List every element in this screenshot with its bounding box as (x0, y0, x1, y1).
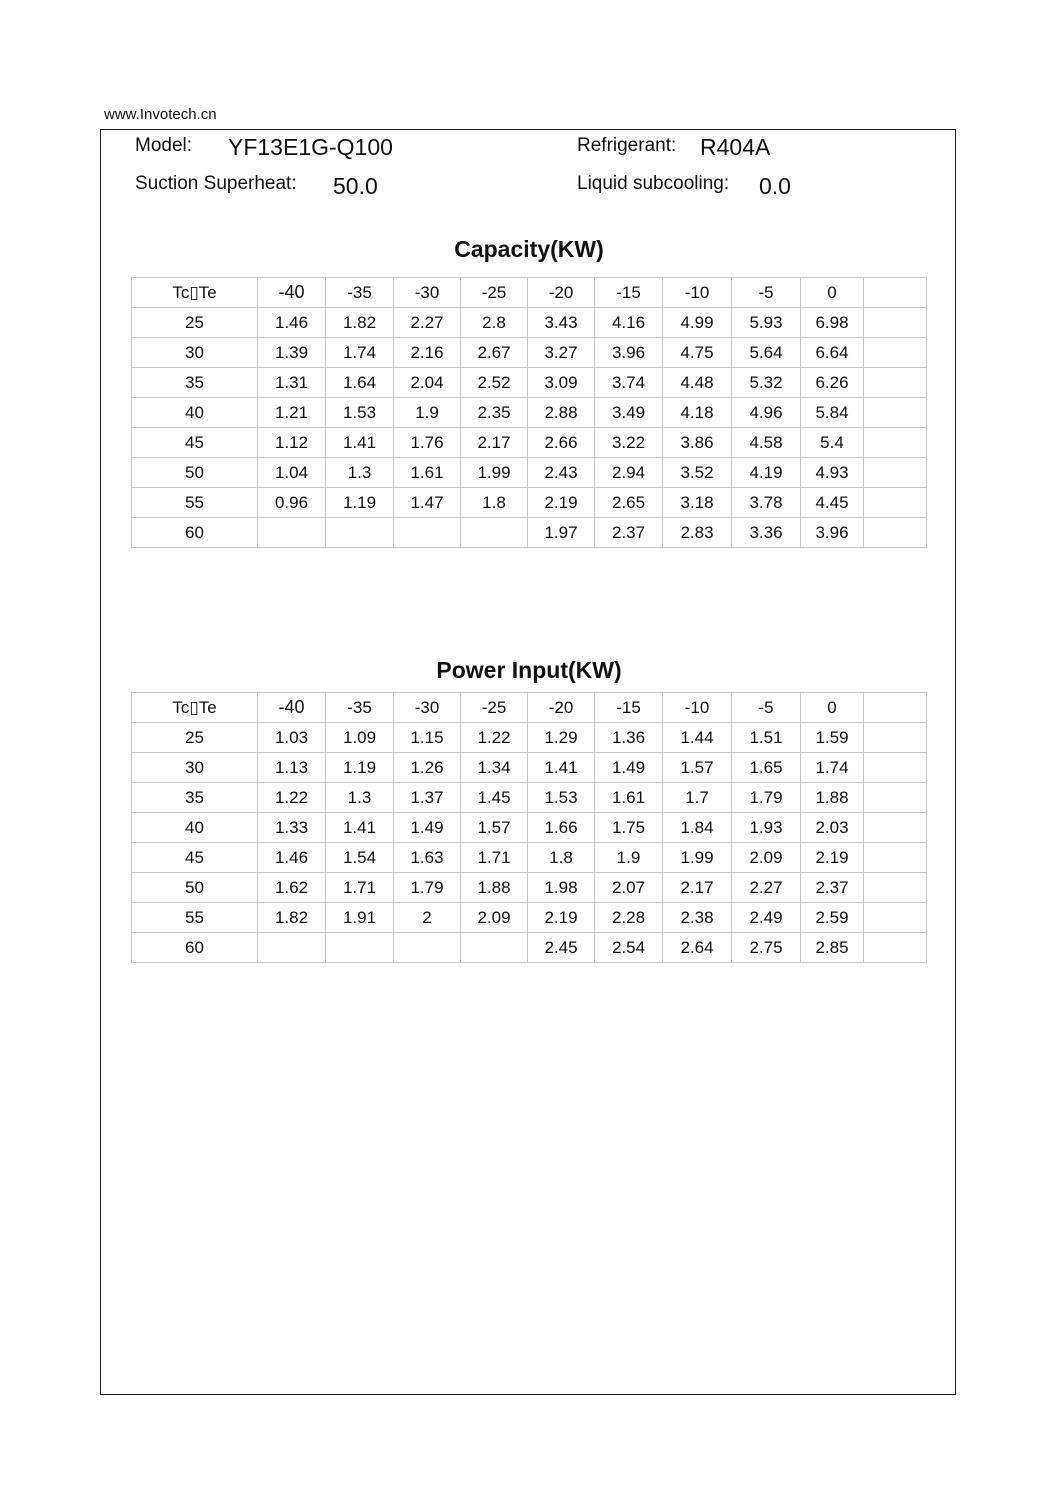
table-row (132, 843, 927, 873)
empty-cell (864, 338, 927, 368)
value-cell: 1.57 (663, 753, 732, 783)
value-cell: 1.49 (595, 753, 663, 783)
value-cell: 3.18 (663, 488, 732, 518)
model-value: YF13E1G-Q100 (228, 134, 393, 160)
header-row (132, 278, 927, 308)
value-cell: 2.75 (732, 933, 801, 963)
value-cell: 1.82 (258, 903, 326, 933)
value-cell: 2.04 (394, 368, 461, 398)
value-cell: 2.37 (595, 518, 663, 548)
empty-cell (864, 693, 927, 723)
value-cell: 1.9 (595, 843, 663, 873)
empty-cell (864, 783, 927, 813)
value-cell: 1.26 (394, 753, 461, 783)
value-cell: 1.21 (258, 398, 326, 428)
value-cell: 1.97 (528, 518, 595, 548)
value-cell: 4.48 (663, 368, 732, 398)
value-cell: 2.28 (595, 903, 663, 933)
value-cell: 1.22 (258, 783, 326, 813)
te-header-cell: 0 (801, 278, 864, 308)
value-cell: 1.62 (258, 873, 326, 903)
value-cell: 1.63 (394, 843, 461, 873)
value-cell: 1.53 (528, 783, 595, 813)
tc-cell: 45 (132, 843, 258, 873)
value-cell: 4.96 (732, 398, 801, 428)
tc-cell: 50 (132, 873, 258, 903)
table-row (132, 873, 927, 903)
subcooling-label: Liquid subcooling: (577, 173, 730, 194)
value-cell: 3.22 (595, 428, 663, 458)
value-cell: 1.74 (326, 338, 394, 368)
value-cell: 0.96 (258, 488, 326, 518)
value-cell: 1.65 (732, 753, 801, 783)
value-cell: 1.75 (595, 813, 663, 843)
value-cell: 3.78 (732, 488, 801, 518)
value-cell: 4.75 (663, 338, 732, 368)
value-cell (461, 933, 528, 963)
value-cell: 1.61 (595, 783, 663, 813)
value-cell: 1.82 (326, 308, 394, 338)
value-cell: 5.84 (801, 398, 864, 428)
te-header-cell: -20 (528, 693, 595, 723)
value-cell: 2.8 (461, 308, 528, 338)
te-header-cell: -40 (258, 278, 326, 308)
value-cell: 2.35 (461, 398, 528, 428)
te-header-cell: -10 (663, 693, 732, 723)
value-cell: 1.12 (258, 428, 326, 458)
table-row (132, 903, 927, 933)
empty-cell (864, 398, 927, 428)
empty-cell (864, 308, 927, 338)
value-cell: 2.09 (732, 843, 801, 873)
capacity-table-body (132, 278, 927, 548)
value-cell (258, 933, 326, 963)
value-cell: 1.88 (801, 783, 864, 813)
value-cell: 2 (394, 903, 461, 933)
value-cell: 2.03 (801, 813, 864, 843)
value-cell: 1.44 (663, 723, 732, 753)
value-cell: 1.71 (461, 843, 528, 873)
value-cell: 2.27 (732, 873, 801, 903)
value-cell: 2.94 (595, 458, 663, 488)
value-cell: 1.57 (461, 813, 528, 843)
value-cell: 2.85 (801, 933, 864, 963)
table-row (132, 753, 927, 783)
empty-cell (864, 428, 927, 458)
te-header-cell: -35 (326, 693, 394, 723)
capacity-table (131, 277, 927, 548)
value-cell: 1.64 (326, 368, 394, 398)
value-cell: 2.09 (461, 903, 528, 933)
value-cell: 1.7 (663, 783, 732, 813)
value-cell: 1.41 (326, 813, 394, 843)
value-cell: 1.33 (258, 813, 326, 843)
value-cell: 1.04 (258, 458, 326, 488)
value-cell: 1.61 (394, 458, 461, 488)
value-cell: 1.36 (595, 723, 663, 753)
value-cell: 2.16 (394, 338, 461, 368)
value-cell: 1.98 (528, 873, 595, 903)
value-cell: 5.4 (801, 428, 864, 458)
value-cell: 1.29 (528, 723, 595, 753)
value-cell: 1.84 (663, 813, 732, 843)
value-cell: 3.43 (528, 308, 595, 338)
value-cell: 1.91 (326, 903, 394, 933)
empty-cell (864, 278, 927, 308)
tc-cell: 60 (132, 518, 258, 548)
power-table (131, 692, 927, 963)
tc-cell: 60 (132, 933, 258, 963)
value-cell: 2.64 (663, 933, 732, 963)
value-cell: 1.99 (461, 458, 528, 488)
value-cell: 1.53 (326, 398, 394, 428)
tc-te-corner-cell: Tc▯Te (132, 278, 258, 308)
value-cell: 4.19 (732, 458, 801, 488)
value-cell: 3.96 (801, 518, 864, 548)
value-cell: 4.18 (663, 398, 732, 428)
value-cell: 1.66 (528, 813, 595, 843)
value-cell (258, 518, 326, 548)
tc-cell: 35 (132, 783, 258, 813)
value-cell: 1.59 (801, 723, 864, 753)
value-cell: 1.51 (732, 723, 801, 753)
value-cell: 4.16 (595, 308, 663, 338)
value-cell: 1.8 (461, 488, 528, 518)
value-cell: 6.26 (801, 368, 864, 398)
value-cell: 3.09 (528, 368, 595, 398)
tc-te-corner-cell: Tc▯Te (132, 693, 258, 723)
value-cell: 4.93 (801, 458, 864, 488)
value-cell: 1.34 (461, 753, 528, 783)
header-row (132, 693, 927, 723)
value-cell: 1.76 (394, 428, 461, 458)
refrigerant-label: Refrigerant: (577, 135, 677, 156)
empty-cell (864, 903, 927, 933)
value-cell (326, 518, 394, 548)
value-cell: 3.86 (663, 428, 732, 458)
tc-cell: 30 (132, 753, 258, 783)
value-cell: 2.19 (528, 903, 595, 933)
value-cell: 1.46 (258, 843, 326, 873)
value-cell: 1.47 (394, 488, 461, 518)
value-cell: 6.98 (801, 308, 864, 338)
table-row (132, 428, 927, 458)
value-cell: 1.37 (394, 783, 461, 813)
value-cell: 2.17 (461, 428, 528, 458)
tc-cell: 25 (132, 308, 258, 338)
value-cell: 1.79 (732, 783, 801, 813)
tc-cell: 25 (132, 723, 258, 753)
te-header-cell: -25 (461, 693, 528, 723)
value-cell: 1.46 (258, 308, 326, 338)
empty-cell (864, 813, 927, 843)
value-cell: 1.41 (326, 428, 394, 458)
empty-cell (864, 933, 927, 963)
value-cell: 5.64 (732, 338, 801, 368)
tc-cell: 30 (132, 338, 258, 368)
value-cell: 3.36 (732, 518, 801, 548)
value-cell: 1.93 (732, 813, 801, 843)
value-cell: 2.52 (461, 368, 528, 398)
value-cell: 2.59 (801, 903, 864, 933)
model-label: Model: (135, 135, 193, 156)
tc-cell: 40 (132, 813, 258, 843)
tc-cell: 40 (132, 398, 258, 428)
value-cell: 1.79 (394, 873, 461, 903)
value-cell: 2.88 (528, 398, 595, 428)
site-url: www.Invotech.cn (104, 106, 217, 123)
table-row (132, 518, 927, 548)
tc-cell: 45 (132, 428, 258, 458)
value-cell: 2.54 (595, 933, 663, 963)
te-header-cell: -30 (394, 278, 461, 308)
value-cell: 2.27 (394, 308, 461, 338)
te-header-cell: -30 (394, 693, 461, 723)
empty-cell (864, 368, 927, 398)
tc-cell: 55 (132, 903, 258, 933)
value-cell (326, 933, 394, 963)
subcooling-value: 0.0 (759, 173, 791, 199)
te-header-cell: -25 (461, 278, 528, 308)
empty-cell (864, 723, 927, 753)
value-cell: 3.27 (528, 338, 595, 368)
value-cell: 1.09 (326, 723, 394, 753)
value-cell: 1.03 (258, 723, 326, 753)
table-row (132, 933, 927, 963)
empty-cell (864, 753, 927, 783)
value-cell: 1.41 (528, 753, 595, 783)
value-cell: 1.49 (394, 813, 461, 843)
value-cell: 1.54 (326, 843, 394, 873)
value-cell: 1.45 (461, 783, 528, 813)
value-cell: 1.8 (528, 843, 595, 873)
value-cell: 1.3 (326, 458, 394, 488)
empty-cell (864, 518, 927, 548)
value-cell: 2.66 (528, 428, 595, 458)
value-cell: 2.83 (663, 518, 732, 548)
value-cell: 1.13 (258, 753, 326, 783)
value-cell: 1.22 (461, 723, 528, 753)
tc-cell: 55 (132, 488, 258, 518)
table-row (132, 723, 927, 753)
te-header-cell: -10 (663, 278, 732, 308)
value-cell: 3.52 (663, 458, 732, 488)
empty-cell (864, 458, 927, 488)
value-cell: 5.32 (732, 368, 801, 398)
value-cell: 2.37 (801, 873, 864, 903)
tc-cell: 50 (132, 458, 258, 488)
te-header-cell: -20 (528, 278, 595, 308)
value-cell: 1.31 (258, 368, 326, 398)
value-cell: 2.17 (663, 873, 732, 903)
value-cell (461, 518, 528, 548)
power-title: Power Input(KW) (436, 657, 622, 683)
empty-cell (864, 873, 927, 903)
value-cell: 5.93 (732, 308, 801, 338)
value-cell: 1.15 (394, 723, 461, 753)
value-cell: 1.99 (663, 843, 732, 873)
value-cell: 6.64 (801, 338, 864, 368)
value-cell: 2.07 (595, 873, 663, 903)
value-cell: 2.19 (801, 843, 864, 873)
value-cell: 1.39 (258, 338, 326, 368)
value-cell: 2.45 (528, 933, 595, 963)
value-cell: 2.65 (595, 488, 663, 518)
te-header-cell: -40 (258, 693, 326, 723)
table-row (132, 813, 927, 843)
value-cell: 4.58 (732, 428, 801, 458)
value-cell: 2.67 (461, 338, 528, 368)
table-row (132, 458, 927, 488)
value-cell: 1.74 (801, 753, 864, 783)
table-row (132, 398, 927, 428)
te-header-cell: -35 (326, 278, 394, 308)
superheat-label: Suction Superheat: (135, 173, 297, 194)
value-cell: 1.19 (326, 488, 394, 518)
value-cell: 2.49 (732, 903, 801, 933)
value-cell: 4.99 (663, 308, 732, 338)
te-header-cell: -15 (595, 278, 663, 308)
power-table-body (132, 693, 927, 963)
table-row (132, 488, 927, 518)
value-cell: 3.49 (595, 398, 663, 428)
value-cell (394, 518, 461, 548)
refrigerant-value: R404A (700, 134, 771, 160)
value-cell (394, 933, 461, 963)
superheat-value: 50.0 (333, 173, 378, 199)
te-header-cell: 0 (801, 693, 864, 723)
table-row (132, 308, 927, 338)
capacity-title: Capacity(KW) (454, 236, 604, 262)
value-cell: 2.43 (528, 458, 595, 488)
value-cell: 2.19 (528, 488, 595, 518)
table-row (132, 368, 927, 398)
value-cell: 3.74 (595, 368, 663, 398)
value-cell: 1.71 (326, 873, 394, 903)
value-cell: 4.45 (801, 488, 864, 518)
value-cell: 1.9 (394, 398, 461, 428)
value-cell: 3.96 (595, 338, 663, 368)
empty-cell (864, 843, 927, 873)
value-cell: 1.3 (326, 783, 394, 813)
table-row (132, 338, 927, 368)
tc-cell: 35 (132, 368, 258, 398)
te-header-cell: -5 (732, 693, 801, 723)
value-cell: 2.38 (663, 903, 732, 933)
te-header-cell: -15 (595, 693, 663, 723)
te-header-cell: -5 (732, 278, 801, 308)
value-cell: 1.88 (461, 873, 528, 903)
empty-cell (864, 488, 927, 518)
value-cell: 1.19 (326, 753, 394, 783)
table-row (132, 783, 927, 813)
